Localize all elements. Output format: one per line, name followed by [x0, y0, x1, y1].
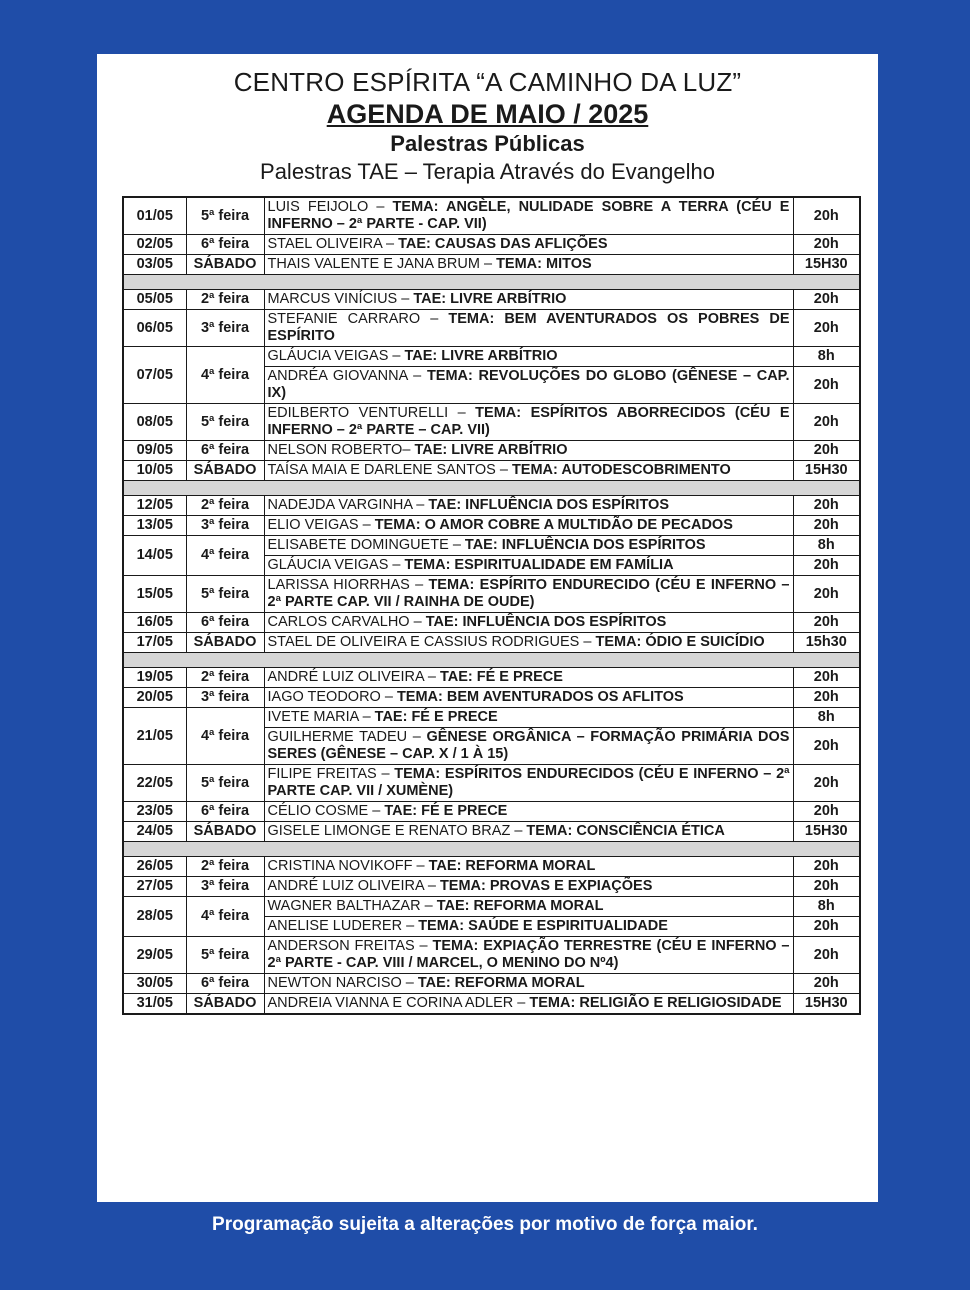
date-cell: 28/05 [123, 897, 186, 937]
time-cell: 20h [793, 857, 860, 877]
talk-description [264, 822, 793, 842]
date-cell: 05/05 [123, 290, 186, 310]
talk-description [264, 290, 793, 310]
time-cell: 8h [793, 708, 860, 728]
week-separator [123, 653, 860, 668]
talk-description [264, 347, 793, 367]
talk-topic: TEMA: ESPÍRITOS ABORRECIDOS (CÉU E INFERNO – 2ª PARTE – CAP. VII) [267, 405, 790, 438]
table-row [123, 197, 860, 235]
date-cell: 23/05 [123, 802, 186, 822]
weekday-cell: SÁBADO [186, 822, 264, 842]
speaker-name: ANDREIA VIANNA E CORINA ADLER – [267, 995, 530, 1011]
date-cell: 29/05 [123, 937, 186, 974]
weekday-cell: SÁBADO [186, 461, 264, 481]
table-row [123, 897, 860, 917]
date-cell: 16/05 [123, 613, 186, 633]
table-row [123, 822, 860, 842]
talk-topic: TAE: LIVRE ARBÍTRIO [404, 348, 558, 364]
table-row [123, 857, 860, 877]
time-cell: 15H30 [793, 822, 860, 842]
talk-description [264, 404, 793, 441]
talk-topic: TAE: REFORMA MORAL [436, 898, 604, 914]
talk-topic: TAE: REFORMA MORAL [417, 975, 585, 991]
date-cell: 22/05 [123, 765, 186, 802]
weekday-cell: 6ª feira [186, 974, 264, 994]
date-cell: 14/05 [123, 536, 186, 576]
table-row [123, 441, 860, 461]
speaker-name: STAEL OLIVEIRA – [267, 236, 399, 252]
weekday-cell: 4ª feira [186, 347, 264, 404]
speaker-name: THAIS VALENTE E JANA BRUM – [267, 256, 497, 272]
speaker-name: TAÍSA MAIA E DARLENE SANTOS – [267, 462, 512, 478]
date-cell: 08/05 [123, 404, 186, 441]
talk-topic: TAE: INFLUÊNCIA DOS ESPÍRITOS [464, 537, 706, 553]
time-cell: 15H30 [793, 255, 860, 275]
weekday-cell: 5ª feira [186, 576, 264, 613]
agenda-title: AGENDA DE MAIO / 2025 [326, 99, 649, 129]
date-cell: 19/05 [123, 668, 186, 688]
speaker-name: ANDRÉ LUIZ OLIVEIRA – [267, 669, 440, 685]
weekday-cell: 5ª feira [186, 765, 264, 802]
weekday-cell: 3ª feira [186, 516, 264, 536]
table-row [123, 576, 860, 613]
talk-topic: TAE: INFLUÊNCIA DOS ESPÍRITOS [428, 497, 669, 513]
time-cell: 20h [793, 974, 860, 994]
talk-description [264, 668, 793, 688]
time-cell: 20h [793, 310, 860, 347]
weekday-cell: 6ª feira [186, 235, 264, 255]
talk-description [264, 974, 793, 994]
talk-description [264, 765, 793, 802]
weekday-cell: 4ª feira [186, 897, 264, 937]
weekday-cell: 2ª feira [186, 857, 264, 877]
speaker-name: LARISSA HIORRHAS – [267, 577, 429, 593]
date-cell: 21/05 [123, 708, 186, 765]
time-cell: 20h [793, 404, 860, 441]
table-row [123, 937, 860, 974]
talk-topic: TEMA: REVOLUÇÕES DO GLOBO (GÊNESE – CAP. IX) [267, 368, 790, 401]
subtitle-tae-talks: Palestras TAE – Terapia Através do Evangelho [260, 159, 715, 184]
time-cell: 20h [793, 556, 860, 576]
week-separator-cell [123, 842, 860, 857]
date-cell: 13/05 [123, 516, 186, 536]
time-cell: 20h [793, 367, 860, 404]
talk-topic: TEMA: EXPIAÇÃO TERRESTRE (CÉU E INFERNO – 2ª PARTE - CAP. VIII / MARCEL, O MENINO DO Nº4) [267, 938, 790, 971]
speaker-name: STEFANIE CARRARO – [267, 311, 449, 327]
agenda-table [122, 196, 861, 1015]
talk-description [264, 897, 793, 917]
talk-topic: TAE: REFORMA MORAL [428, 858, 596, 874]
talk-description [264, 937, 793, 974]
talk-description [264, 310, 793, 347]
agenda-table-body [123, 197, 860, 1014]
talk-description [264, 633, 793, 653]
weekday-cell: 2ª feira [186, 668, 264, 688]
weekday-cell: 4ª feira [186, 536, 264, 576]
date-cell: 06/05 [123, 310, 186, 347]
speaker-name: ELIO VEIGAS – [267, 517, 375, 533]
date-cell: 03/05 [123, 255, 186, 275]
talk-description [264, 255, 793, 275]
date-cell: 30/05 [123, 974, 186, 994]
table-row [123, 994, 860, 1015]
weekday-cell: 2ª feira [186, 496, 264, 516]
week-separator-cell [123, 653, 860, 668]
time-cell: 20h [793, 877, 860, 897]
time-cell: 8h [793, 536, 860, 556]
time-cell: 20h [793, 235, 860, 255]
weekday-cell: 3ª feira [186, 310, 264, 347]
weekday-cell: 6ª feira [186, 441, 264, 461]
week-separator [123, 842, 860, 857]
table-row [123, 496, 860, 516]
time-cell: 15H30 [793, 994, 860, 1015]
table-row [123, 536, 860, 556]
weekday-cell: 2ª feira [186, 290, 264, 310]
speaker-name: CARLOS CARVALHO – [267, 614, 426, 630]
speaker-name: IAGO TEODORO – [267, 689, 397, 705]
talk-description [264, 516, 793, 536]
talk-topic: TEMA: BEM AVENTURADOS OS POBRES DE ESPÍRITO [267, 311, 790, 344]
talk-description [264, 917, 793, 937]
time-cell: 20h [793, 917, 860, 937]
weekday-cell: 5ª feira [186, 937, 264, 974]
table-row [123, 708, 860, 728]
table-row [123, 802, 860, 822]
date-cell: 24/05 [123, 822, 186, 842]
talk-topic: TEMA: SAÚDE E ESPIRITUALIDADE [418, 918, 668, 934]
weekday-cell: 6ª feira [186, 613, 264, 633]
speaker-name: NEWTON NARCISO – [267, 975, 418, 991]
time-cell: 20h [793, 576, 860, 613]
talk-description [264, 877, 793, 897]
talk-topic: TEMA: O AMOR COBRE A MULTIDÃO DE PECADOS [374, 517, 733, 533]
speaker-name: NADEJDA VARGINHA – [267, 497, 429, 513]
talk-topic: TEMA: PROVAS E EXPIAÇÕES [439, 878, 653, 894]
time-cell: 20h [793, 613, 860, 633]
speaker-name: WAGNER BALTHAZAR – [267, 898, 437, 914]
time-cell: 15H30 [793, 461, 860, 481]
talk-topic: TAE: INFLUÊNCIA DOS ESPÍRITOS [425, 614, 667, 630]
talk-description [264, 235, 793, 255]
table-row [123, 255, 860, 275]
time-cell: 20h [793, 688, 860, 708]
table-row [123, 404, 860, 441]
talk-description [264, 708, 793, 728]
talk-topic: TEMA: ESPIRITUALIDADE EM FAMÍLIA [404, 557, 674, 573]
table-row [123, 516, 860, 536]
time-cell: 20h [793, 802, 860, 822]
footer-note: Programação sujeita a alterações por motivo de força maior. [212, 1214, 758, 1235]
talk-description [264, 496, 793, 516]
weekday-cell: 6ª feira [186, 802, 264, 822]
talk-topic: TAE: LIVRE ARBÍTRIO [414, 442, 568, 458]
table-row [123, 668, 860, 688]
time-cell: 20h [793, 290, 860, 310]
date-cell: 07/05 [123, 347, 186, 404]
talk-topic: TEMA: RELIGIÃO E RELIGIOSIDADE [529, 995, 782, 1011]
speaker-name: ANDRÉA GIOVANNA – [267, 368, 427, 384]
speaker-name: GLÁUCIA VEIGAS – [267, 348, 405, 364]
talk-description [264, 197, 793, 235]
table-row [123, 310, 860, 347]
talk-description [264, 441, 793, 461]
table-row [123, 974, 860, 994]
speaker-name: IVETE MARIA – [267, 709, 375, 725]
subtitle-public-talks: Palestras Públicas [390, 131, 585, 156]
date-cell: 02/05 [123, 235, 186, 255]
weekday-cell: 3ª feira [186, 877, 264, 897]
date-cell: 20/05 [123, 688, 186, 708]
time-cell: 20h [793, 668, 860, 688]
center-title: CENTRO ESPÍRITA “A CAMINHO DA LUZ” [233, 67, 742, 97]
speaker-name: GISELE LIMONGE E RENATO BRAZ – [267, 823, 527, 839]
time-cell: 20h [793, 516, 860, 536]
date-cell: 17/05 [123, 633, 186, 653]
time-cell: 20h [793, 197, 860, 235]
date-cell: 31/05 [123, 994, 186, 1015]
time-cell: 20h [793, 728, 860, 765]
table-row [123, 290, 860, 310]
speaker-name: CÉLIO COSME – [267, 803, 385, 819]
table-row [123, 613, 860, 633]
weekday-cell: 5ª feira [186, 404, 264, 441]
speaker-name: ANELISE LUDERER – [267, 918, 419, 934]
talk-description [264, 556, 793, 576]
table-row [123, 347, 860, 367]
talk-description [264, 857, 793, 877]
talk-description [264, 576, 793, 613]
date-cell: 09/05 [123, 441, 186, 461]
talk-topic: GÊNESE ORGÂNICA – FORMAÇÃO PRIMÁRIA DOS SERES (GÊNESE – CAP. X / 1 À 15) [267, 729, 790, 762]
talk-topic: TAE: FÉ E PRECE [374, 709, 498, 725]
speaker-name: GLÁUCIA VEIGAS – [267, 557, 405, 573]
time-cell: 20h [793, 496, 860, 516]
table-row [123, 688, 860, 708]
table-row [123, 461, 860, 481]
header [97, 54, 878, 186]
weekday-cell: 3ª feira [186, 688, 264, 708]
week-separator [123, 481, 860, 496]
date-cell: 15/05 [123, 576, 186, 613]
speaker-name: GUILHERME TADEU – [267, 729, 427, 745]
talk-description [264, 536, 793, 556]
table-row [123, 633, 860, 653]
talk-description [264, 688, 793, 708]
talk-topic: TEMA: ÓDIO E SUICÍDIO [595, 634, 765, 650]
talk-topic: TAE: FÉ E PRECE [439, 669, 563, 685]
date-cell: 26/05 [123, 857, 186, 877]
talk-topic: TEMA: CONSCIÊNCIA ÉTICA [526, 823, 725, 839]
speaker-name: NELSON ROBERTO– [267, 442, 415, 458]
time-cell: 20h [793, 937, 860, 974]
talk-description [264, 613, 793, 633]
date-cell: 01/05 [123, 197, 186, 235]
week-separator-cell [123, 481, 860, 496]
speaker-name: STAEL DE OLIVEIRA E CASSIUS RODRIGUES – [267, 634, 596, 650]
talk-description [264, 994, 793, 1015]
weekday-cell: SÁBADO [186, 255, 264, 275]
talk-description [264, 461, 793, 481]
table-row [123, 235, 860, 255]
time-cell: 8h [793, 897, 860, 917]
talk-topic: TEMA: MITOS [496, 256, 592, 272]
talk-topic: TEMA: AUTODESCOBRIMENTO [511, 462, 731, 478]
week-separator [123, 275, 860, 290]
talk-topic: TEMA: ANGÈLE, NULIDADE SOBRE A TERRA (CÉU E INFERNO – 2ª PARTE - CAP. VII) [267, 199, 790, 232]
speaker-name: ANDRÉ LUIZ OLIVEIRA – [267, 878, 440, 894]
talk-description [264, 802, 793, 822]
talk-topic: TAE: CAUSAS DAS AFLIÇÕES [398, 236, 608, 252]
talk-topic: TAE: FÉ E PRECE [384, 803, 508, 819]
speaker-name: LUIS FEIJOLO – [267, 199, 393, 215]
weekday-cell: 4ª feira [186, 708, 264, 765]
speaker-name: FILIPE FREITAS – [267, 766, 395, 782]
date-cell: 10/05 [123, 461, 186, 481]
weekday-cell: 5ª feira [186, 197, 264, 235]
time-cell: 8h [793, 347, 860, 367]
speaker-name: CRISTINA NOVIKOFF – [267, 858, 429, 874]
talk-description [264, 728, 793, 765]
date-cell: 27/05 [123, 877, 186, 897]
talk-topic: TEMA: ESPÍRITOS ENDURECIDOS (CÉU E INFERNO – 2ª PARTE CAP. VII / XUMÈNE) [267, 766, 790, 799]
weekday-cell: SÁBADO [186, 994, 264, 1015]
table-row [123, 877, 860, 897]
agenda-sheet [97, 54, 878, 1202]
speaker-name: ELISABETE DOMINGUETE – [267, 537, 465, 553]
date-cell: 12/05 [123, 496, 186, 516]
week-separator-cell [123, 275, 860, 290]
table-row [123, 765, 860, 802]
talk-description [264, 367, 793, 404]
speaker-name: EDILBERTO VENTURELLI – [267, 405, 476, 421]
time-cell: 15h30 [793, 633, 860, 653]
talk-topic: TEMA: ESPÍRITO ENDURECIDO (CÉU E INFERNO – 2ª PARTE CAP. VII / RAINHA DE OUDE) [267, 577, 790, 610]
speaker-name: MARCUS VINÍCIUS – [267, 291, 414, 307]
time-cell: 20h [793, 441, 860, 461]
weekday-cell: SÁBADO [186, 633, 264, 653]
time-cell: 20h [793, 765, 860, 802]
talk-topic: TAE: LIVRE ARBÍTRIO [413, 291, 567, 307]
speaker-name: ANDERSON FREITAS – [267, 938, 433, 954]
talk-topic: TEMA: BEM AVENTURADOS OS AFLITOS [396, 689, 684, 705]
